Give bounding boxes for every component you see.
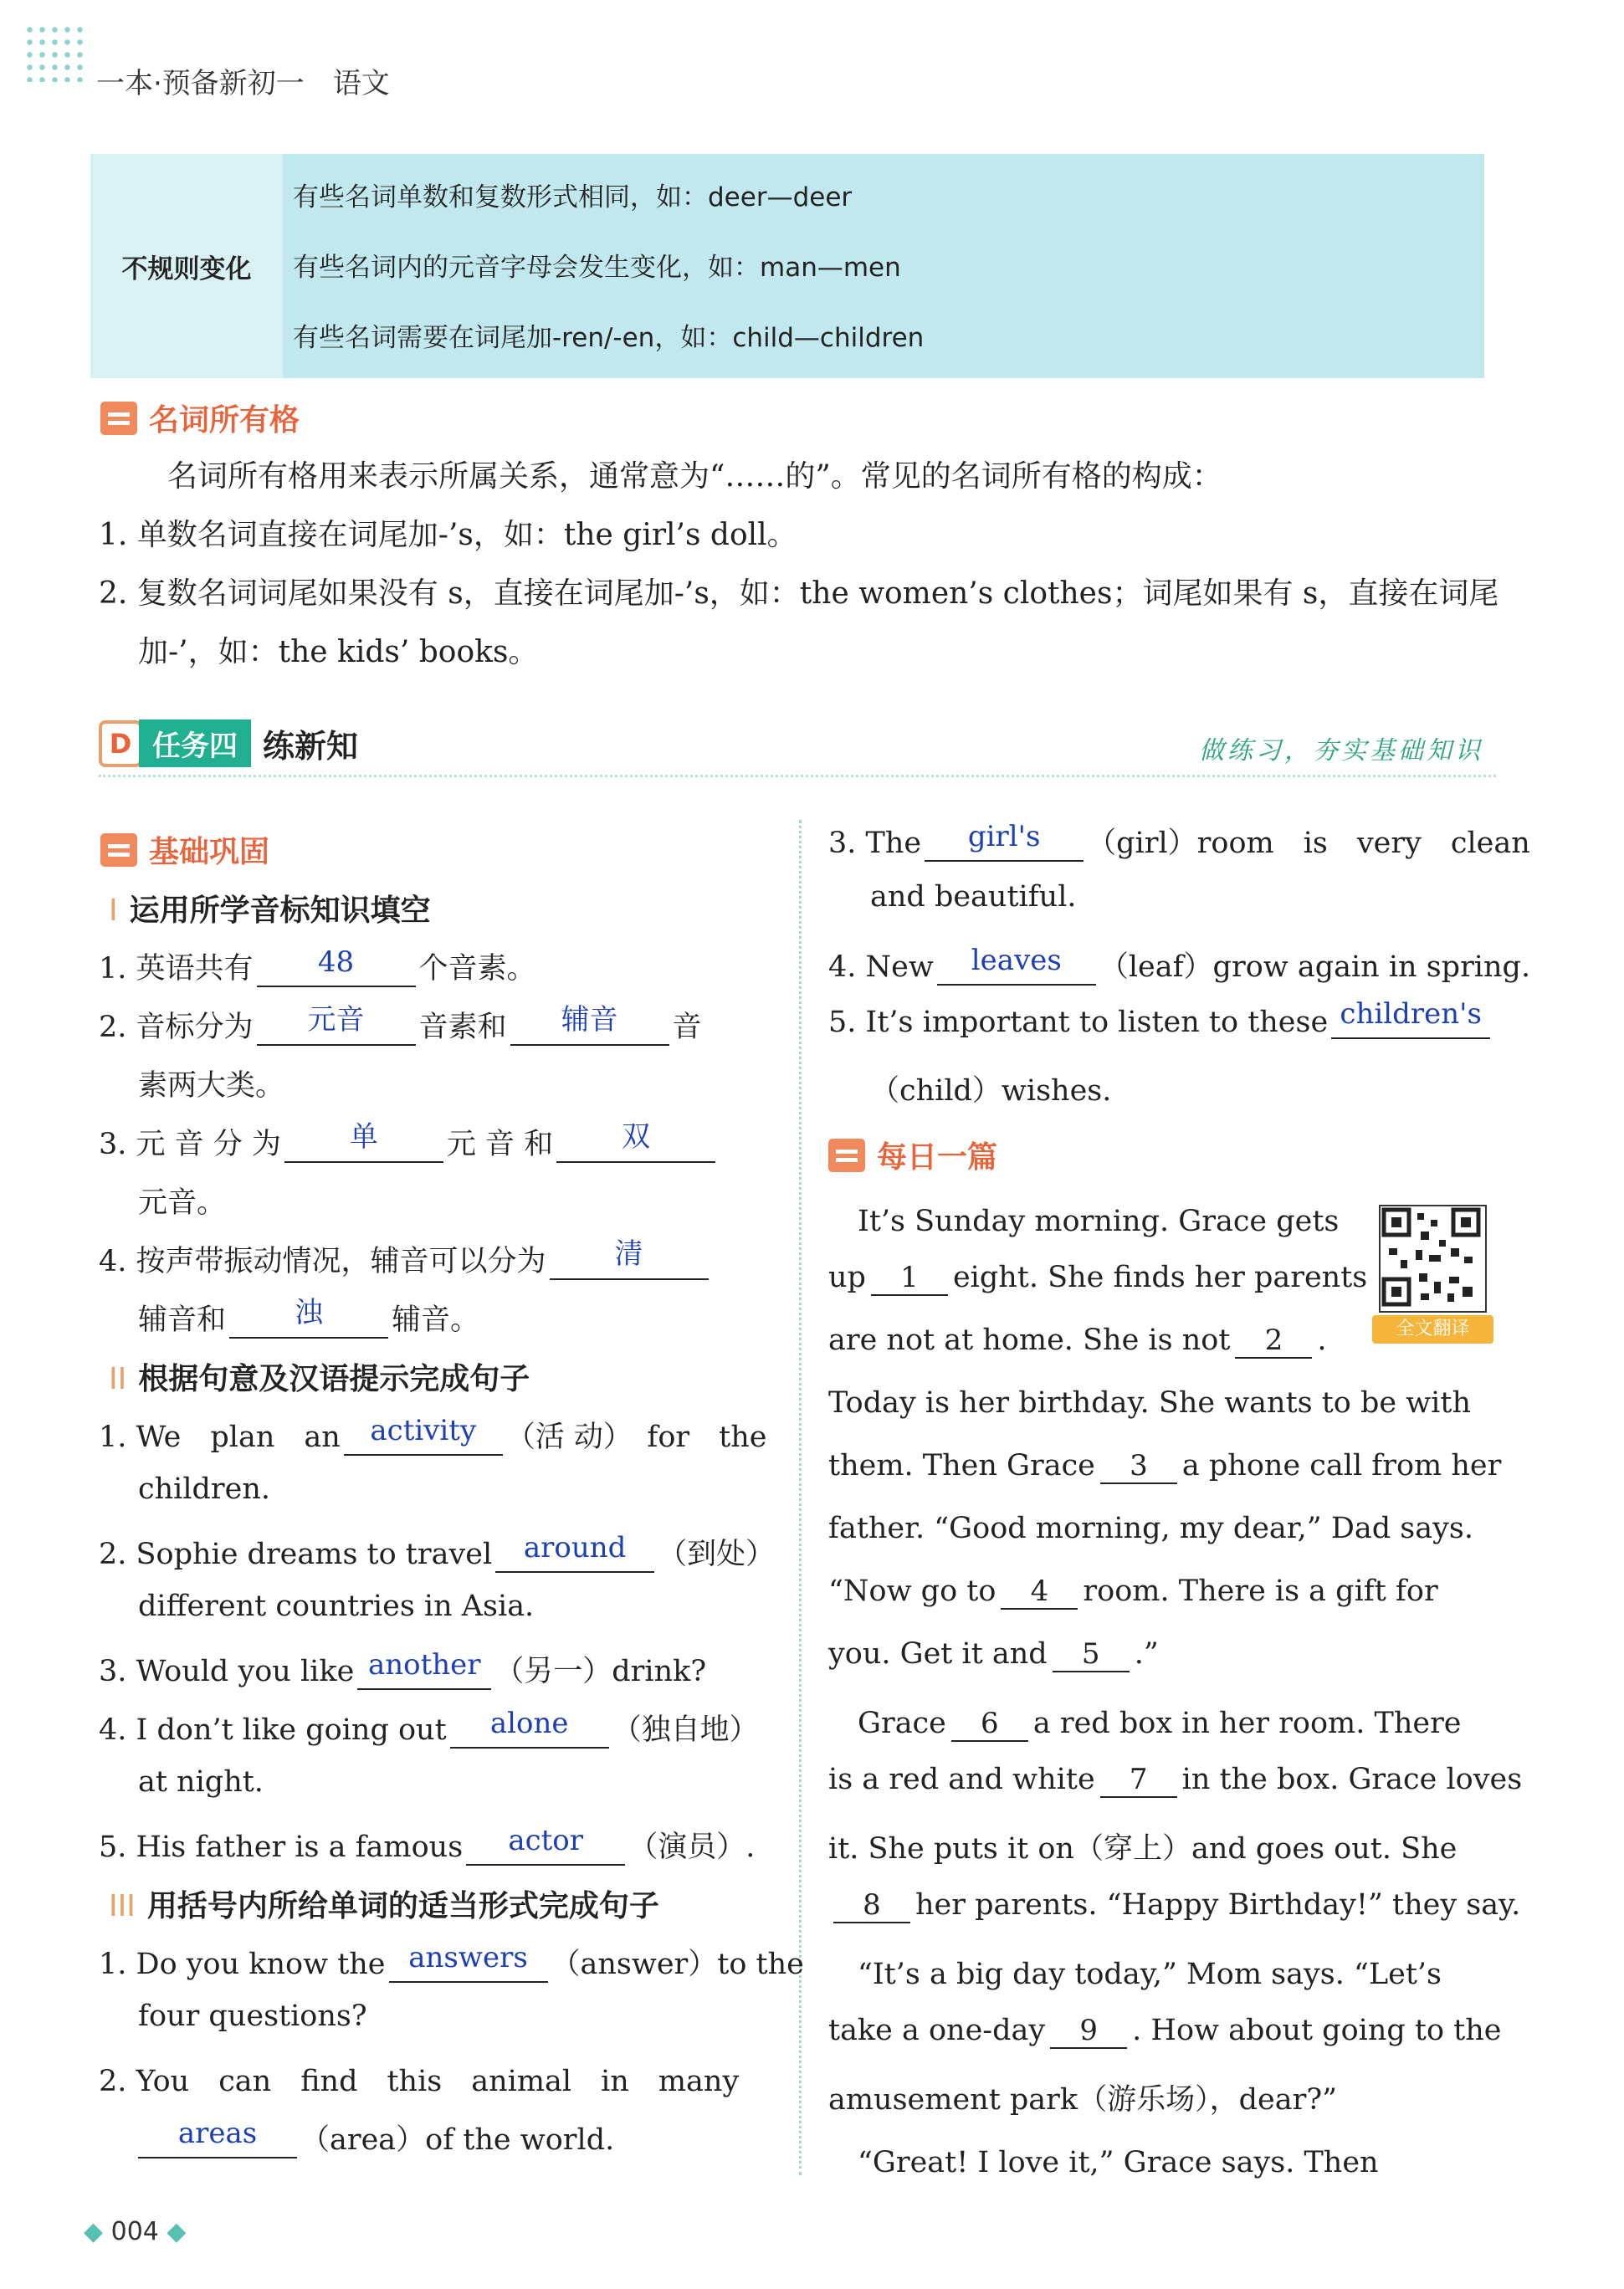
passage-blank-number[interactable]: 3 — [1100, 1449, 1177, 1484]
answer-blank[interactable] — [229, 1296, 388, 1339]
passage-line — [828, 1575, 1438, 1610]
qr-translation-label: 全文翻译 — [1372, 1315, 1493, 1344]
answer-blank[interactable] — [937, 944, 1096, 986]
answer-blank[interactable] — [466, 1824, 625, 1866]
answer-blank[interactable] — [556, 1120, 715, 1163]
passage-text: Grace — [828, 1707, 946, 1740]
part-iii-heading — [109, 1882, 659, 1925]
task-tag: 任务四 — [139, 719, 251, 767]
passage-text: “Now go to — [828, 1575, 996, 1608]
p1-q4-cont — [138, 1297, 479, 1339]
passage-text: them. Then Grace — [828, 1449, 1095, 1482]
passage-line — [828, 1826, 1457, 1867]
passage-blank-number[interactable]: 8 — [833, 1888, 910, 1923]
answer: 48 — [317, 945, 355, 979]
task-title: 练新知 — [263, 728, 359, 765]
p1-q2-cont: 素两大类。 — [138, 1069, 285, 1103]
q-text: 2. 音标分为 — [99, 1011, 254, 1044]
part-iii-title: 用括号内所给单词的适当形式完成句子 — [146, 1889, 659, 1923]
possessive-rule-2a: 2. 复数名词词尾如果没有 s，直接在词尾加-’s，如：the women’s clothes；词尾如果有 s，直接在词尾 — [99, 576, 1499, 611]
basics-heading-text: 基础巩固 — [149, 835, 270, 869]
passage-line — [828, 1888, 1520, 1923]
passage-blank-number[interactable]: 2 — [1235, 1324, 1312, 1359]
passage-text: take a one-day — [828, 2014, 1046, 2047]
passage-text: room. There is a gift for — [1083, 1575, 1438, 1608]
passage-text: in the box. Grace loves — [1181, 1763, 1523, 1796]
p2-q2-cont: different countries in Asia. — [138, 1590, 535, 1623]
page-number: 004 — [110, 2217, 159, 2246]
p2-q1 — [99, 1414, 766, 1456]
part-i-roman: I — [109, 894, 118, 928]
q-text: 3. 元 音 分 为 — [99, 1128, 281, 1161]
p1-q1 — [99, 945, 536, 987]
answer: 清 — [614, 1237, 643, 1271]
passage-text: eight. She finds her parents — [952, 1261, 1368, 1294]
section-icon — [828, 1139, 865, 1172]
passage-text: her parents. “Happy Birthday!” they say. — [915, 1888, 1521, 1922]
q-text: 1. 英语共有 — [99, 952, 254, 986]
passage-text: you. Get it and — [828, 1637, 1048, 1671]
answer: another — [367, 1648, 481, 1682]
p1-q3-cont: 元音。 — [138, 1186, 227, 1220]
p3-q5 — [828, 997, 1493, 1039]
answer: 双 — [622, 1120, 651, 1154]
p3-q2-cont — [138, 2117, 614, 2158]
passage-text: .” — [1134, 1637, 1159, 1671]
q-hint: （到处） — [658, 1538, 776, 1571]
header-title: 一本·预备新初一 语文 — [96, 67, 390, 100]
answer: girl's — [967, 820, 1041, 853]
q-text: 辅音。 — [392, 1303, 480, 1337]
answer-blank[interactable] — [257, 1003, 416, 1046]
passage-line — [828, 2014, 1502, 2049]
q-text: 4. I don’t like going out — [99, 1713, 447, 1747]
answer-blank[interactable] — [344, 1414, 503, 1456]
passage-text: “It’s a big day today,” Mom says. “Let’s — [828, 1958, 1442, 1991]
p3-q2: 2. You can find this animal in many — [99, 2065, 740, 2098]
passage-text: . — [1317, 1324, 1327, 1357]
passage-text: It’s Sunday morning. Grace gets — [828, 1205, 1340, 1238]
answer: answers — [408, 1941, 528, 1974]
section-icon — [100, 833, 137, 867]
passage-text: father. “Good morning, my dear,” Dad says. — [828, 1512, 1473, 1545]
p2-q3 — [99, 1648, 706, 1690]
passage-text: amusement park（游乐场），dear?” — [828, 2083, 1337, 2117]
q-text: 4. New — [828, 950, 934, 984]
passage-text: “Great! I love it,” Grace says. Then — [828, 2146, 1379, 2179]
q-text: 5. It’s important to listen to these — [828, 1006, 1329, 1039]
passage-blank-number[interactable]: 7 — [1100, 1763, 1177, 1798]
q-hint: （leaf）grow again in spring. — [1099, 950, 1531, 984]
answer: children's — [1340, 997, 1482, 1031]
task-divider — [99, 775, 1496, 777]
passage-text: a phone call from her — [1181, 1449, 1502, 1482]
p1-q4 — [99, 1238, 712, 1280]
part-ii-roman: II — [109, 1362, 127, 1396]
qr-code-icon[interactable] — [1379, 1205, 1487, 1313]
answer: 单 — [349, 1120, 378, 1154]
daily-heading-text: 每日一篇 — [877, 1140, 998, 1175]
passage-text: it. She puts it on（穿上）and goes out. She — [828, 1832, 1458, 1866]
answer-blank[interactable] — [284, 1120, 443, 1163]
basics-heading — [100, 828, 269, 871]
answer: actor — [508, 1824, 584, 1857]
answer-blank[interactable] — [550, 1237, 709, 1280]
q-hint: （活 动） for the — [505, 1421, 767, 1454]
p2-q1-cont: children. — [138, 1472, 271, 1506]
task-bar — [99, 719, 358, 767]
p3-q3 — [828, 820, 1530, 862]
part-ii-title: 根据句意及汉语提示完成句子 — [138, 1362, 530, 1396]
answer: 辅音 — [561, 1003, 618, 1037]
passage-line — [828, 1198, 1364, 1240]
passage-text: Today is her birthday. She wants to be with — [828, 1386, 1471, 1420]
answer-blank[interactable] — [1331, 997, 1490, 1039]
possessive-heading — [100, 397, 300, 439]
p3-q5-cont: （child）wishes. — [870, 1074, 1112, 1108]
p3-q1-cont: four questions? — [138, 2000, 367, 2033]
answer: around — [523, 1531, 627, 1564]
p3-q4 — [828, 944, 1530, 986]
q-hint: （另一）drink? — [494, 1655, 707, 1688]
q-text: 音 — [672, 1011, 702, 1044]
daily-heading — [828, 1134, 997, 1176]
passage-text: is a red and white — [828, 1763, 1095, 1796]
q-text: 4. 按声带振动情况，辅音可以分为 — [99, 1245, 546, 1278]
page-footer — [84, 2217, 186, 2246]
answer: leaves — [971, 944, 1062, 977]
part-ii-heading — [109, 1355, 530, 1398]
passage-blank-number[interactable]: 9 — [1050, 2014, 1127, 2049]
passage-line — [828, 1951, 1442, 1993]
answer: 元音 — [307, 1003, 365, 1037]
part-iii-roman: III — [109, 1889, 136, 1923]
answer-blank[interactable] — [925, 820, 1084, 862]
possessive-rule-2b: 加-’，如：the kids’ books。 — [138, 635, 539, 669]
passage-line — [828, 1512, 1473, 1545]
task-slogan: 做练习，夯实基础知识 — [1199, 736, 1483, 766]
passage-line — [828, 1763, 1522, 1798]
q-hint: （独自地） — [612, 1713, 759, 1747]
answer-blank[interactable] — [495, 1531, 654, 1573]
answer: alone — [489, 1707, 569, 1740]
q-text: 元 音 和 — [446, 1128, 554, 1161]
passage-text: . How about going to the — [1132, 2014, 1502, 2047]
passage-blank-number[interactable]: 1 — [871, 1261, 948, 1296]
answer: areas — [177, 2117, 258, 2150]
q-text: 3. Would you like — [99, 1655, 355, 1688]
q-hint: （area）of the world. — [300, 2123, 615, 2157]
part-i-title: 运用所学音标知识填空 — [129, 894, 431, 928]
footer-dot: ◆ — [84, 2217, 111, 2246]
irregular-table-rows — [283, 154, 1484, 378]
passage-blank-number[interactable]: 4 — [1001, 1575, 1078, 1610]
passage-line — [828, 1700, 1462, 1742]
possessive-heading-text: 名词所有格 — [149, 403, 300, 438]
passage-line — [828, 2139, 1379, 2181]
part-i-heading — [109, 887, 431, 929]
q-text: 1. Do you know the — [99, 1948, 386, 1981]
p1-q2 — [99, 1004, 702, 1046]
passage-blank-number[interactable]: 6 — [951, 1707, 1028, 1742]
answer-blank[interactable] — [450, 1707, 609, 1749]
passage-line — [828, 2076, 1337, 2118]
q-text: 个音素。 — [418, 952, 536, 986]
answer-blank[interactable] — [257, 945, 416, 987]
p2-q5 — [99, 1824, 755, 1866]
irregular-row: 有些名词需要在词尾加-ren/-en，如：child—children — [293, 323, 925, 353]
passage-text: are not at home. She is not — [828, 1324, 1231, 1357]
q-text: 音素和 — [418, 1011, 507, 1044]
p2-q4-cont: at night. — [138, 1765, 264, 1799]
passage-blank-number[interactable]: 5 — [1053, 1637, 1130, 1672]
p1-q3 — [99, 1121, 719, 1163]
irregular-table-label: 不规则变化 — [121, 253, 252, 284]
q-hint: （girl）room is very clean — [1087, 827, 1530, 860]
p3-q1 — [99, 1941, 804, 1983]
possessive-rule-1: 1. 单数名词直接在词尾加-’s，如：the girl’s doll。 — [99, 518, 797, 552]
irregular-row: 有些名词单数和复数形式相同，如：deer—deer — [293, 182, 853, 213]
passage-line — [828, 1386, 1471, 1420]
answer-blank[interactable] — [389, 1941, 548, 1983]
answer-blank[interactable] — [138, 2117, 297, 2158]
passage-text: a red box in her room. There — [1032, 1707, 1462, 1740]
p3-q3-cont: and beautiful. — [870, 880, 1077, 914]
q-text: 3. The — [828, 827, 922, 860]
footer-dot: ◆ — [158, 2217, 187, 2246]
answer: 浊 — [295, 1296, 324, 1329]
answer-blank[interactable] — [510, 1003, 669, 1046]
passage-line — [828, 1637, 1159, 1672]
p2-q2 — [99, 1531, 775, 1573]
q-text: 辅音和 — [138, 1303, 227, 1337]
p2-q4 — [99, 1707, 759, 1749]
q-text: 1. We plan an — [99, 1421, 341, 1454]
irregular-row: 有些名词内的元音字母会发生变化，如：man—men — [293, 253, 901, 283]
q-text: 2. Sophie dreams to travel — [99, 1538, 493, 1571]
section-icon — [100, 402, 137, 435]
passage-text: up — [828, 1261, 866, 1294]
task-letter-badge: D — [99, 720, 142, 767]
q-hint: （answer）to the — [551, 1948, 804, 1981]
answer: activity — [370, 1414, 477, 1447]
passage-line — [828, 1261, 1368, 1296]
answer-blank[interactable] — [357, 1648, 491, 1690]
q-hint: （演员）. — [628, 1831, 756, 1864]
possessive-intro: 名词所有格用来表示所属关系，通常意为“……的”。常见的名词所有格的构成： — [167, 459, 1222, 494]
header-dots-decoration — [23, 23, 86, 82]
passage-line — [828, 1449, 1501, 1484]
passage-line — [828, 1324, 1364, 1359]
q-text: 5. His father is a famous — [99, 1831, 464, 1864]
